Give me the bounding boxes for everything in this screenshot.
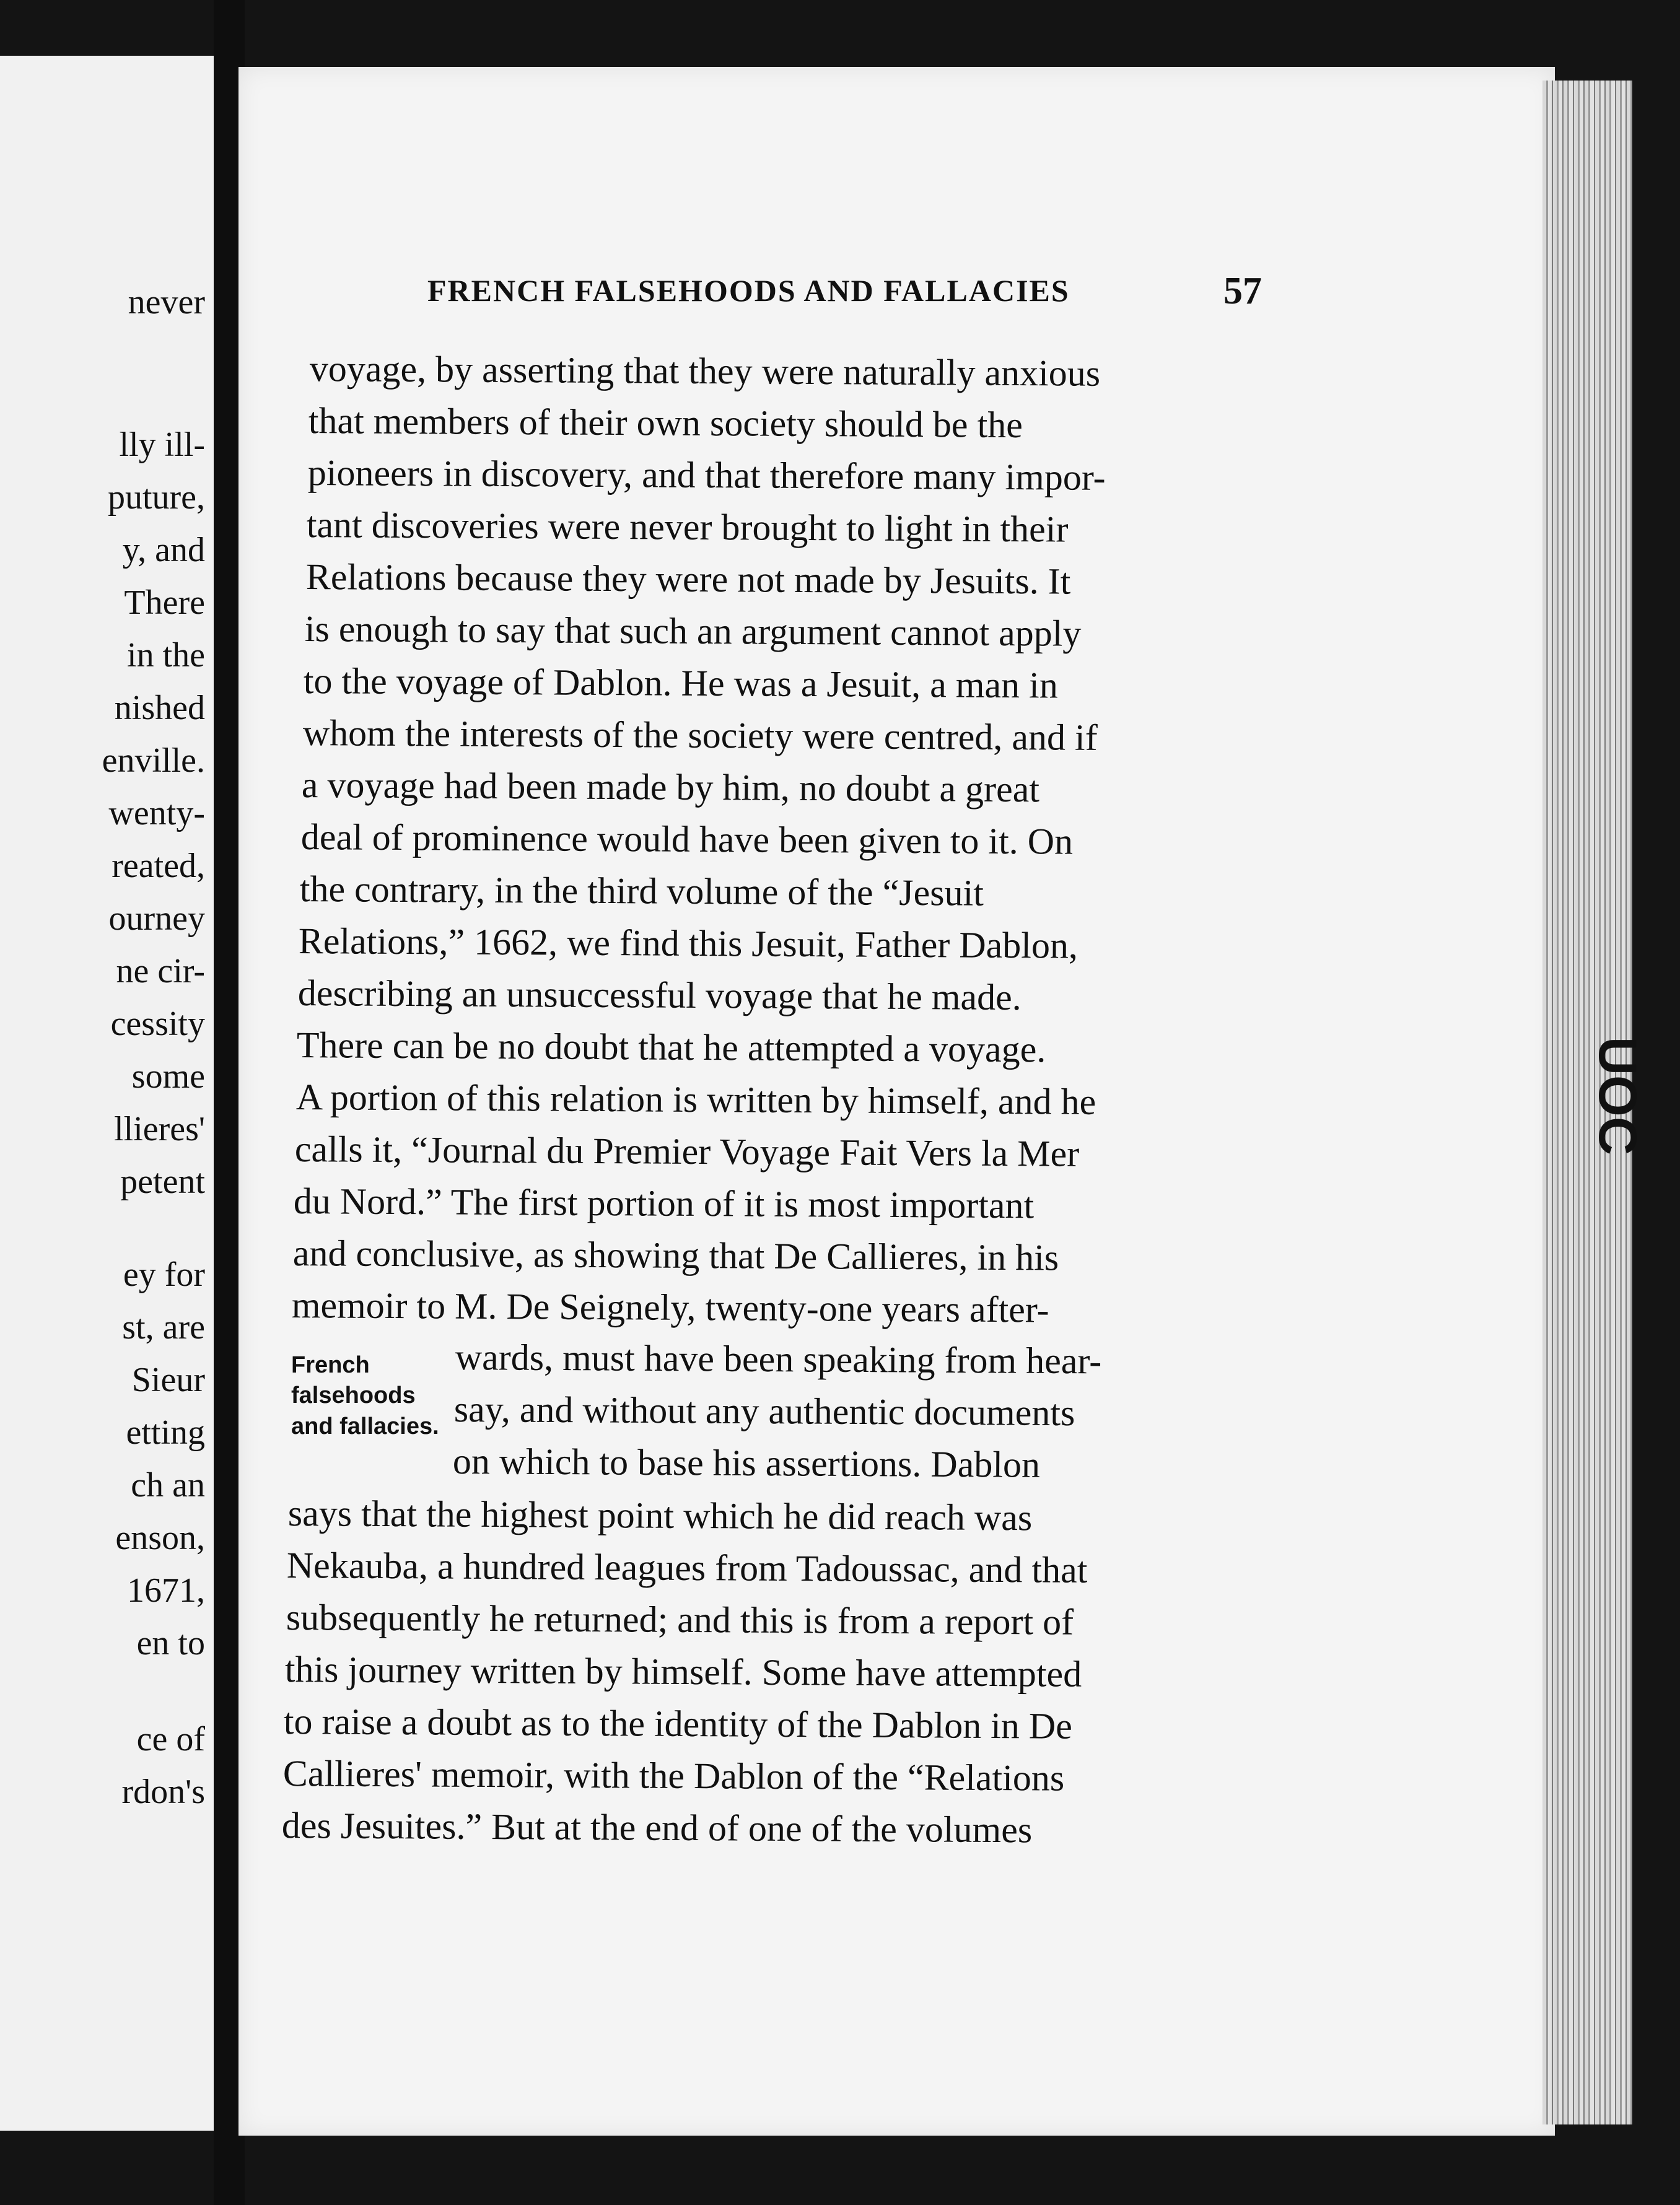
previous-page-fragment: [0, 56, 214, 2131]
body-line: des Jesuites.” But at the end of one of the volumes: [281, 1805, 1033, 1851]
body-line: There can be no doubt that he attempted a voyage.: [296, 1024, 1046, 1070]
body-line: describing an unsuccessful voyage that he made.: [297, 972, 1022, 1018]
left-page-line: lly ill-: [119, 426, 205, 464]
body-line: pioneers in discovery, and that therefore many impor-: [307, 452, 1106, 498]
body-line: voyage, by asserting that they were naturally anxious: [309, 348, 1101, 394]
body-line: on which to base his assertions. Dablon: [453, 1441, 1041, 1485]
body-line: a voyage had been made by him, no doubt a great: [301, 764, 1040, 810]
body-line: subsequently he returned; and this is from a report of: [286, 1597, 1074, 1643]
left-page-line: nished: [114, 689, 205, 727]
left-page-line: rdon's: [121, 1773, 205, 1811]
margin-note: [291, 1350, 465, 1442]
body-line: du Nord.” The first portion of it is most important: [294, 1181, 1035, 1226]
body-line: A portion of this relation is written by himself, and he: [295, 1076, 1096, 1122]
body-line: memoir to M. De Seignely, twenty-one years after-: [291, 1285, 1050, 1330]
body-line: the contrary, in the third volume of the “Jesuit: [299, 868, 984, 914]
body-line: Callieres' memoir, with the Dablon of the “Relations: [282, 1753, 1065, 1799]
left-page-line: y, and: [122, 531, 205, 569]
body-line: to raise a doubt as to the identity of the Dablon in De: [284, 1701, 1073, 1747]
margin-note-line: falsehoods: [291, 1382, 416, 1409]
body-line: wards, must have been speaking from hear-: [455, 1337, 1102, 1382]
left-page-line: enson,: [115, 1519, 205, 1557]
left-page-line: ch an: [131, 1466, 205, 1504]
body-line: to the voyage of Dablon. He was a Jesuit, a man in: [304, 660, 1059, 706]
body-line: this journey written by himself. Some have attempted: [284, 1649, 1082, 1695]
page-number: 57: [1223, 270, 1262, 312]
body-line: tant discoveries were never brought to light in their: [306, 504, 1069, 550]
left-page-line: petent: [120, 1163, 205, 1201]
left-page-line: en to: [136, 1624, 205, 1662]
body-line: Relations because they were not made by Jesuits. It: [305, 556, 1071, 602]
left-page-line: some: [131, 1057, 205, 1096]
edge-stamp: UOC: [1588, 1036, 1648, 1156]
body-line: Nekauba, a hundred leagues from Tadoussac, and that: [286, 1545, 1088, 1591]
left-page-line: Sieur: [131, 1361, 205, 1399]
body-line: says that the highest point which he did reach was: [287, 1493, 1033, 1539]
left-page-line: reated,: [112, 847, 205, 885]
margin-note-line: and fallacies.: [291, 1413, 439, 1439]
body-line: and conclusive, as showing that De Callieres, in his: [292, 1233, 1059, 1278]
left-page-line: puture,: [107, 478, 205, 517]
margin-note-line: French: [291, 1352, 370, 1378]
left-page-line: ey for: [123, 1255, 205, 1294]
left-page-line: wenty-: [108, 794, 205, 832]
left-page-line: ce of: [136, 1720, 205, 1758]
left-page-line: cessity: [110, 1005, 205, 1043]
body-line: whom the interests of the society were centred, and if: [302, 712, 1098, 758]
left-page-line: llieres': [114, 1110, 205, 1148]
body-line: calls it, “Journal du Premier Voyage Fait Vers la Mer: [294, 1129, 1080, 1174]
body-line: Relations,” 1662, we find this Jesuit, Father Dablon,: [299, 920, 1078, 966]
running-head: FRENCH FALSEHOODS AND FALLACIES: [427, 273, 1070, 308]
left-page-line: There: [124, 583, 205, 622]
body-line: deal of prominence would have been given to it. On: [300, 816, 1073, 862]
body-line: is enough to say that such an argument cannot apply: [304, 608, 1082, 654]
left-page-line: ne cir-: [116, 952, 205, 990]
left-page-line: enville.: [102, 741, 205, 780]
left-page-line: in the: [127, 636, 205, 675]
body-line: say, and without any authentic documents: [453, 1389, 1075, 1434]
left-page-line: never: [128, 283, 205, 321]
body-line: that members of their own society should be the: [308, 400, 1023, 446]
left-page-line: ourney: [108, 899, 205, 938]
left-page-line: st, are: [122, 1308, 205, 1347]
left-page-line: etting: [126, 1413, 205, 1452]
left-page-line: 1671,: [127, 1571, 205, 1610]
